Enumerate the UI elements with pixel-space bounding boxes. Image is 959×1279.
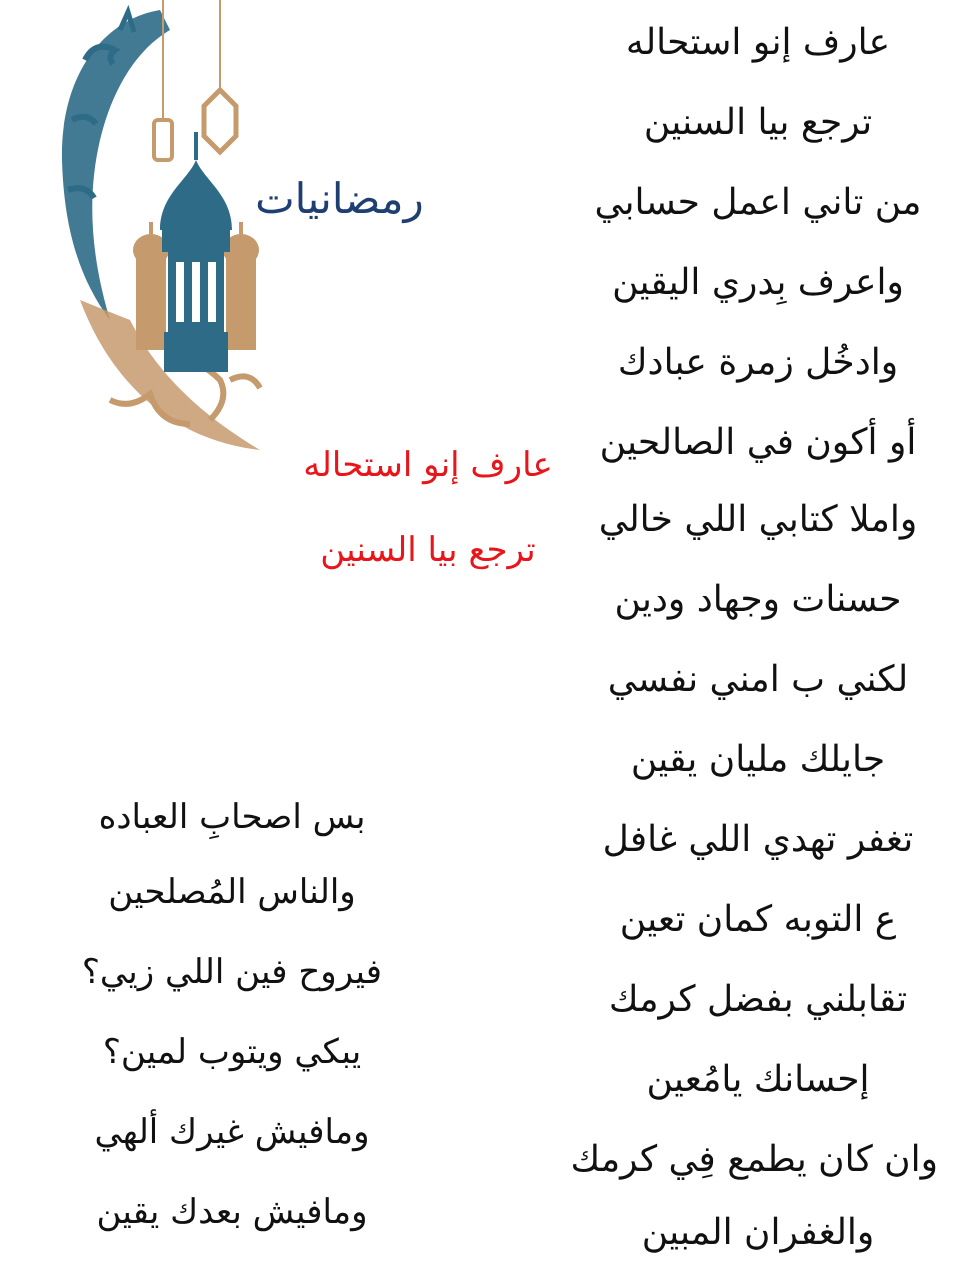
poem-line: وان كان يطمع فِي كرمك xyxy=(570,1139,938,1180)
poem-line: من تاني اعمل حسابي xyxy=(594,182,922,223)
poem-line: ومافيش بعدك يقين xyxy=(96,1192,368,1232)
poem-line: والغفران المبين xyxy=(641,1212,875,1253)
poem-line: ع التوبه كمان تعين xyxy=(619,899,897,940)
poem-line: ترجع بيا السنين xyxy=(643,102,873,143)
highlight-line-1: عارف إنو استحاله xyxy=(303,445,553,485)
mosque-dome-icon xyxy=(160,160,232,230)
ramadan-mosque-logo xyxy=(40,0,280,470)
poem-line: والناس المُصلحين xyxy=(108,872,356,912)
poem-line: تغفر تهدي اللي غافل xyxy=(602,819,914,860)
poem-line: أو أكون في الصالحين xyxy=(599,422,917,463)
poem-line: واملا كتابي اللي خالي xyxy=(598,499,918,540)
poem-line: وادخُل زمرة عبادك xyxy=(617,342,899,383)
poem-line: تقابلني بفضل كرمك xyxy=(608,979,908,1020)
star-lantern-icon xyxy=(204,90,236,152)
poem-line: جايلك مليان يقين xyxy=(630,739,886,780)
lantern-icon xyxy=(154,120,172,160)
poem-line: حسنات وجهاد ودين xyxy=(614,579,902,620)
poem-line: عارف إنو استحاله xyxy=(625,22,891,63)
logo-title: رمضانيات xyxy=(255,174,424,223)
highlight-line-2: ترجع بيا السنين xyxy=(320,530,536,570)
poem-line: لكني ب امني نفسي xyxy=(607,659,909,700)
poem-line: فيروح فين اللي زيي؟ xyxy=(81,952,382,992)
poem-line: ومافيش غيرك ألهي xyxy=(94,1112,370,1152)
poem-line: يبكي ويتوب لمين؟ xyxy=(102,1032,362,1072)
poem-line: واعرف بِدري اليقين xyxy=(612,262,904,303)
poem-line: بس اصحابِ العباده xyxy=(98,797,366,837)
poem-line: إحسانك يامُعين xyxy=(646,1059,870,1100)
